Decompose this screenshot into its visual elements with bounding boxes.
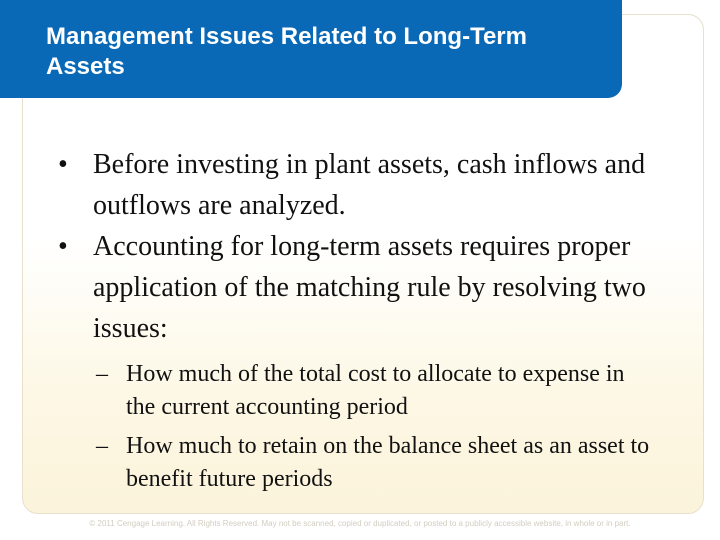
sub-bullet-marker: – (96, 361, 108, 387)
bullet-marker: • (58, 149, 68, 180)
sub-bullet-text: How much to retain on the balance sheet as an asset to benefit future periods (126, 433, 650, 492)
sub-bullet-text: How much of the total cost to allocate to expense in the current accounting period (126, 361, 625, 420)
title-bar (0, 0, 622, 98)
bullet-item (56, 144, 656, 226)
sub-bullet-item (56, 358, 656, 424)
bullet-marker: • (58, 231, 68, 262)
sub-bullet-marker: – (96, 433, 108, 459)
bullet-item (56, 226, 656, 349)
slide-title: Management Issues Related to Long-Term Assets (46, 23, 527, 80)
slide-body (56, 144, 656, 496)
bullet-text: Accounting for long-term assets requires proper application of the matching rule by resolving two issues: (93, 231, 646, 344)
sub-bullet-item (56, 430, 656, 496)
copyright-footer: © 2011 Cengage Learning. All Rights Reserved. May not be scanned, copied or duplicated, or posted to a publicly accessible website, in whole or in part. (89, 519, 631, 528)
bullet-text: Before investing in plant assets, cash inflows and outflows are analyzed. (93, 149, 646, 221)
sub-bullet-list (56, 358, 656, 496)
